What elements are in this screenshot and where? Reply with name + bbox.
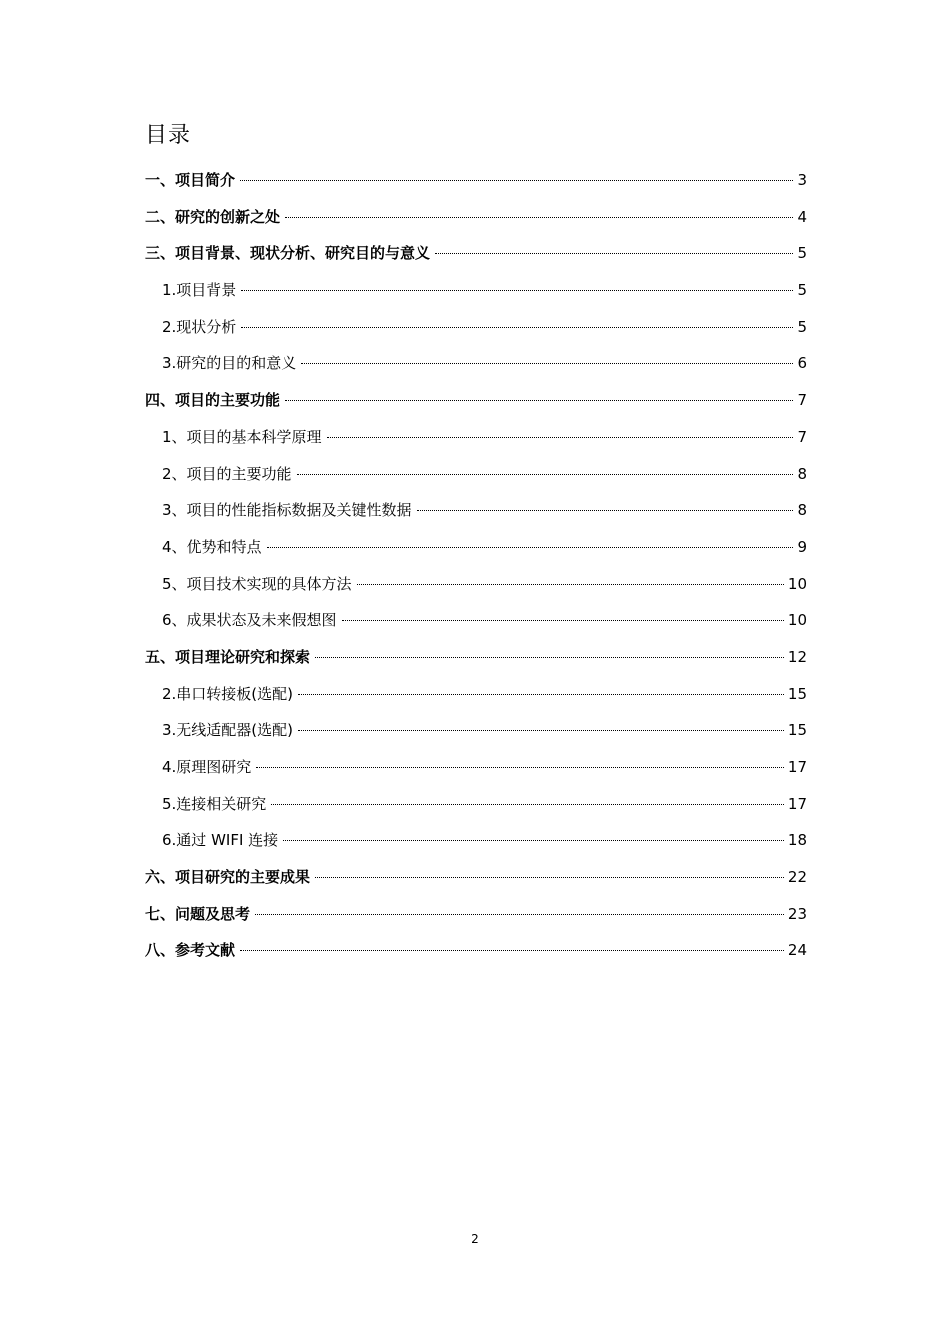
toc-entry[interactable] <box>145 822 807 859</box>
toc-leader-dots <box>357 582 784 585</box>
toc-entry-page: 8 <box>797 501 807 520</box>
toc-entry-page: 23 <box>787 904 807 923</box>
toc-entry-page: 15 <box>787 721 807 740</box>
toc-entry-page: 17 <box>787 794 807 813</box>
toc-entry-label: 4.原理图研究 <box>162 758 252 776</box>
toc-entry-label: 三、项目背景、现状分析、研究目的与意义 <box>145 244 431 263</box>
toc-entry-page: 9 <box>797 537 807 556</box>
toc-entry[interactable] <box>145 235 807 272</box>
toc-entry-label: 1、项目的基本科学原理 <box>162 427 322 446</box>
toc-entry[interactable] <box>145 676 807 713</box>
toc-entry-label: 六、项目研究的主要成果 <box>145 868 311 887</box>
toc-entry-page: 3 <box>797 171 807 189</box>
toc-leader-dots <box>271 802 784 805</box>
toc-entry[interactable] <box>145 786 807 823</box>
toc-entry-label: 八、参考文献 <box>145 941 236 960</box>
toc-entry[interactable] <box>145 492 807 529</box>
toc-entry[interactable] <box>145 712 807 749</box>
toc-entry-page: 12 <box>787 647 807 666</box>
toc-entry-page: 15 <box>787 684 807 703</box>
toc-leader-dots <box>342 618 784 621</box>
toc-leader-dots <box>417 508 794 511</box>
toc-entry-page: 10 <box>787 574 807 593</box>
toc-entry[interactable] <box>145 749 807 786</box>
toc-leader-dots <box>256 765 784 768</box>
toc-entry-label: 2.串口转接板(选配) <box>162 684 294 703</box>
toc-leader-dots <box>285 215 793 218</box>
toc-entry[interactable] <box>145 309 807 346</box>
toc-entry-label: 6、成果状态及未来假想图 <box>162 611 337 630</box>
toc-leader-dots <box>298 692 784 695</box>
toc-entry-page: 24 <box>787 941 807 960</box>
toc-entry-label: 五、项目理论研究和探索 <box>145 647 311 666</box>
toc-entry-page: 5 <box>797 244 807 263</box>
toc-entry-page: 6 <box>797 354 807 373</box>
toc-entry-label: 七、问题及思考 <box>145 904 251 923</box>
toc-entry[interactable] <box>145 639 807 676</box>
toc-entry[interactable] <box>145 345 807 382</box>
toc-entry-label: 2、项目的主要功能 <box>162 464 292 483</box>
toc-entry-page: 22 <box>787 868 807 887</box>
toc-entry[interactable] <box>145 382 807 419</box>
toc-entry-label: 3、项目的性能指标数据及关键性数据 <box>162 501 412 520</box>
toc-entry-page: 7 <box>797 427 807 446</box>
toc-entry[interactable] <box>145 932 807 969</box>
toc-leader-dots <box>435 251 793 254</box>
toc-entry-label: 1.项目背景 <box>162 281 237 300</box>
toc-leader-dots <box>315 875 784 878</box>
toc-entry[interactable] <box>145 419 807 456</box>
toc-entry-label: 二、研究的创新之处 <box>145 207 281 226</box>
toc-entry[interactable] <box>145 529 807 566</box>
toc-leader-dots <box>241 325 793 328</box>
toc-entry[interactable] <box>145 272 807 309</box>
toc-entry-page: 4 <box>797 207 807 226</box>
toc-entry[interactable] <box>145 602 807 639</box>
toc-leader-dots <box>267 545 794 548</box>
toc-entry[interactable] <box>145 896 807 933</box>
toc-leader-dots <box>255 912 784 915</box>
toc-leader-dots <box>285 398 793 401</box>
toc-entry-label: 3.研究的目的和意义 <box>162 354 297 373</box>
toc-entry-label: 3.无线适配器(选配) <box>162 721 294 740</box>
toc-entry-page: 10 <box>787 611 807 630</box>
toc-entry-label: 2.现状分析 <box>162 317 237 336</box>
toc-entry[interactable] <box>145 456 807 493</box>
toc-entry-page: 17 <box>787 758 807 776</box>
toc-leader-dots <box>301 361 793 364</box>
toc-entry-label: 5、项目技术实现的具体方法 <box>162 574 352 593</box>
toc-entry-label: 5.连接相关研究 <box>162 794 267 813</box>
toc-entry-label: 6.通过 WIFI 连接 <box>162 831 279 850</box>
toc-entry[interactable] <box>145 162 807 199</box>
toc-leader-dots <box>240 178 793 181</box>
toc-leader-dots <box>298 728 784 731</box>
toc-title: 目录 <box>145 123 192 148</box>
toc-entry-page: 5 <box>797 281 807 300</box>
toc-entry-page: 5 <box>797 317 807 336</box>
toc-entry[interactable] <box>145 566 807 603</box>
page-number: 2 <box>471 1232 479 1246</box>
toc-leader-dots <box>283 838 784 841</box>
toc-entry[interactable] <box>145 199 807 236</box>
toc-entry-page: 8 <box>797 464 807 483</box>
toc-entry-page: 18 <box>787 831 807 850</box>
toc-leader-dots <box>240 948 784 951</box>
toc-leader-dots <box>315 655 784 658</box>
toc-list <box>145 162 807 969</box>
toc-leader-dots <box>327 435 794 438</box>
toc-entry-page: 7 <box>797 391 807 410</box>
toc-entry-label: 4、优势和特点 <box>162 537 262 556</box>
toc-leader-dots <box>241 288 793 291</box>
toc-entry[interactable] <box>145 859 807 896</box>
toc-entry-label: 一、项目简介 <box>145 171 236 189</box>
toc-leader-dots <box>297 472 794 475</box>
toc-entry-label: 四、项目的主要功能 <box>145 391 281 410</box>
